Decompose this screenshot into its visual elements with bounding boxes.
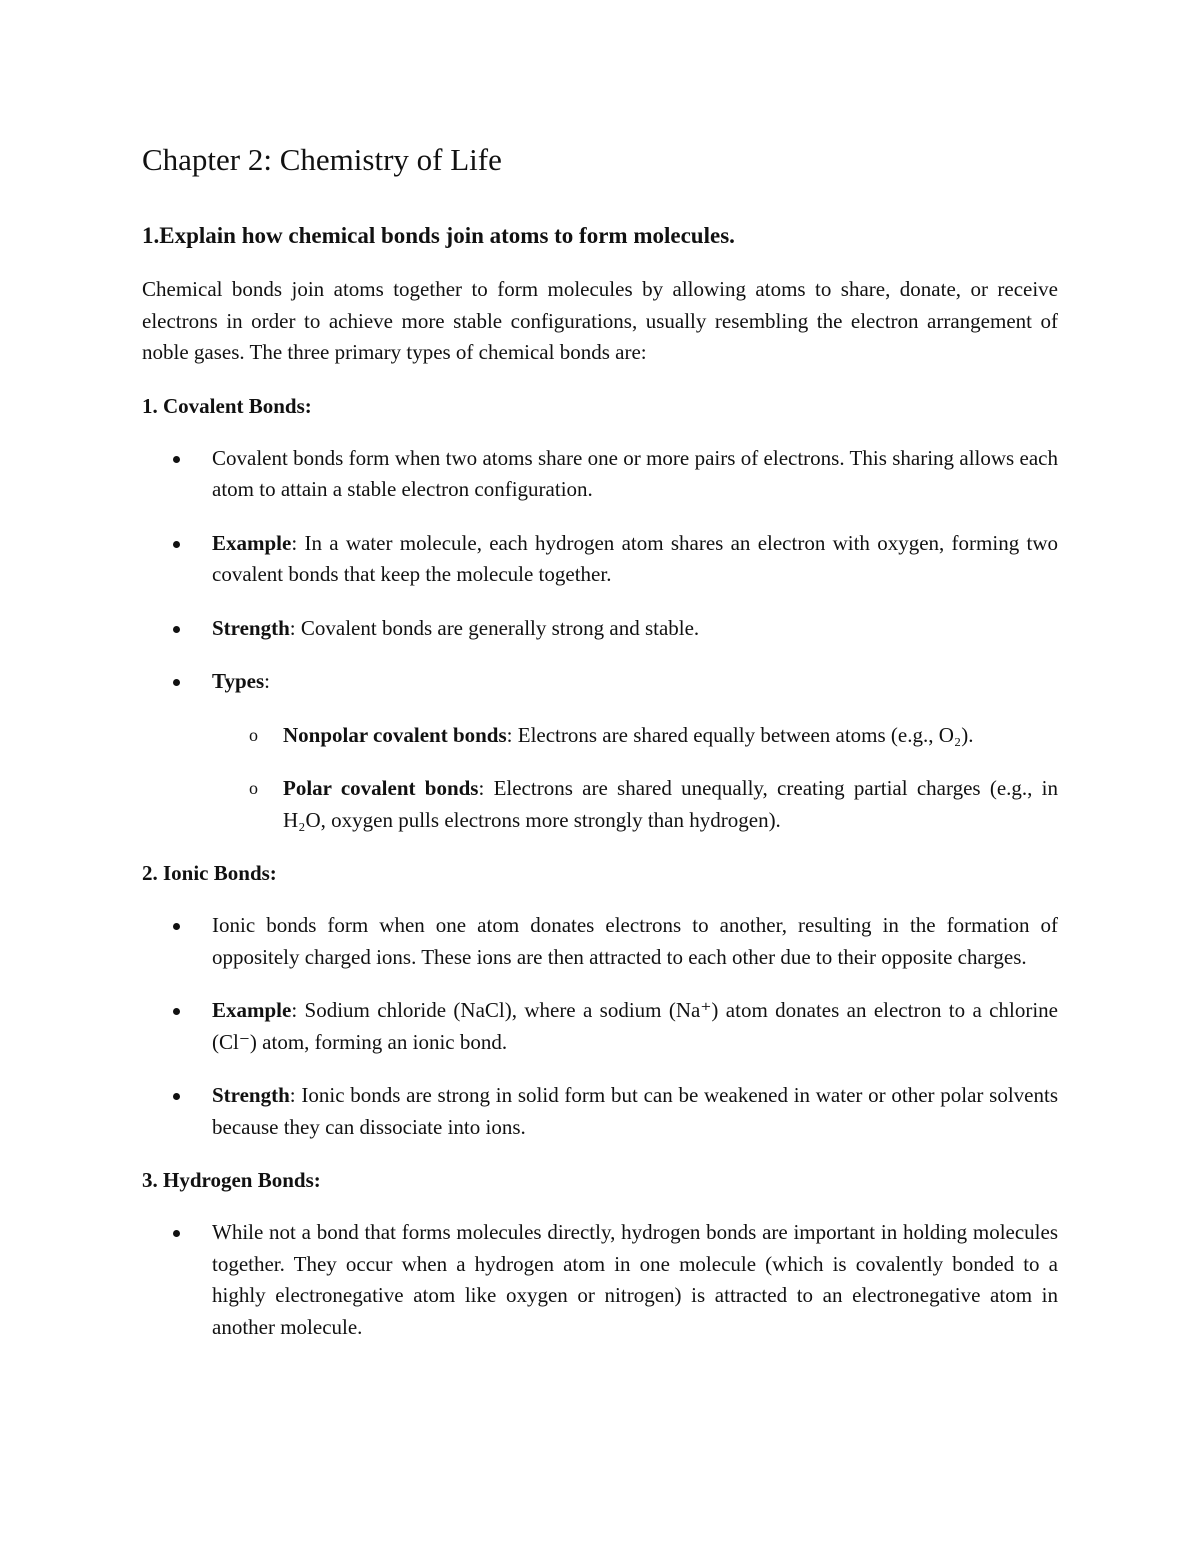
intro-paragraph: Chemical bonds join atoms together to form molecules by allowing atoms to share, donate, or receive electrons in order to achieve more stable configurations, usually resembling the electron arrangement of noble gases. The three primary types of chemical bonds are: (142, 277, 1058, 364)
bullet-text: : (264, 669, 270, 693)
circle-bullet-icon: o (249, 778, 258, 798)
bullet-list (142, 1217, 1058, 1343)
list-item (142, 613, 1058, 645)
bullet-list (142, 443, 1058, 837)
sub-list-item (212, 773, 1058, 836)
section-heading: 1. Covalent Bonds: (142, 393, 312, 418)
sub-bullet-text: : Electrons are shared equally between atoms (e.g., O₂). (506, 722, 974, 747)
bullet-label: Types (212, 669, 265, 693)
list-item (142, 528, 1058, 591)
bullet-icon (173, 1230, 180, 1237)
bullet-text: Covalent bonds form when two atoms share one or more pairs of electrons. This sharing allows each atom to attain a stable electron configuration. (212, 445, 1058, 501)
bullet-text: While not a bond that forms molecules directly, hydrogen bonds are important in holding molecules together. They occur when a hydrogen atom in one molecule (which is covalently bonded to a highly electronegative atom like oxygen or nitrogen) is attracted to an electronegative atom in another molecule. (212, 1220, 1058, 1339)
list-item (142, 1080, 1058, 1143)
sub-bullet-list (212, 720, 1058, 837)
bullet-label: Strength (212, 1083, 290, 1107)
circle-bullet-icon: o (249, 724, 258, 745)
bullet-icon (173, 541, 180, 548)
sub-bullet-label: Nonpolar covalent bonds (283, 722, 507, 747)
section-hydrogen-bonds (142, 1165, 1058, 1343)
list-item (142, 666, 1058, 836)
list-item (142, 910, 1058, 973)
section-ionic-bonds (142, 858, 1058, 1143)
sub-bullet-text: : Electrons are shared unequally, creating partial charges (e.g., in H₂O, oxygen pulls electrons more strongly than hydrogen). (283, 776, 1058, 832)
document-content (142, 138, 1058, 1365)
bullet-icon (173, 1008, 180, 1015)
bullet-icon (173, 1093, 180, 1100)
bullet-text: : Sodium chloride (NaCl), where a sodium (Na⁺) atom donates an electron to a chlorine (Cl⁻) atom, forming an ionic bond. (212, 998, 1058, 1054)
list-item (142, 1217, 1058, 1343)
bullet-label: Example (212, 998, 292, 1022)
chapter-title: Chapter 2: Chemistry of Life (142, 142, 502, 177)
section-covalent-bonds (142, 391, 1058, 837)
bullet-icon (173, 679, 180, 686)
bullet-icon (173, 626, 180, 633)
bullet-text: Ionic bonds form when one atom donates electrons to another, resulting in the formation of oppositely charged ions. These ions are then attracted to each other due to their opposite charges. (212, 913, 1058, 969)
list-item (142, 443, 1058, 506)
sub-list-item (212, 720, 1058, 752)
bullet-text: : Ionic bonds are strong in solid form but can be weakened in water or other polar solvents because they can dissociate into ions. (212, 1083, 1058, 1139)
list-item (142, 995, 1058, 1058)
section-heading: 3. Hydrogen Bonds: (142, 1168, 321, 1192)
bullet-text: : Covalent bonds are generally strong and stable. (289, 615, 700, 640)
bullet-label: Example (212, 530, 292, 555)
bullet-icon (173, 456, 180, 463)
bullet-icon (173, 923, 180, 930)
question-heading: 1.Explain how chemical bonds join atoms to form molecules. (142, 223, 735, 248)
sub-bullet-label: Polar covalent bonds (283, 776, 479, 800)
bullet-text: : In a water molecule, each hydrogen atom shares an electron with oxygen, forming two covalent bonds that keep the molecule together. (212, 530, 1058, 586)
bullet-list (142, 910, 1058, 1143)
bullet-label: Strength (212, 615, 290, 640)
section-heading: 2. Ionic Bonds: (142, 861, 277, 885)
